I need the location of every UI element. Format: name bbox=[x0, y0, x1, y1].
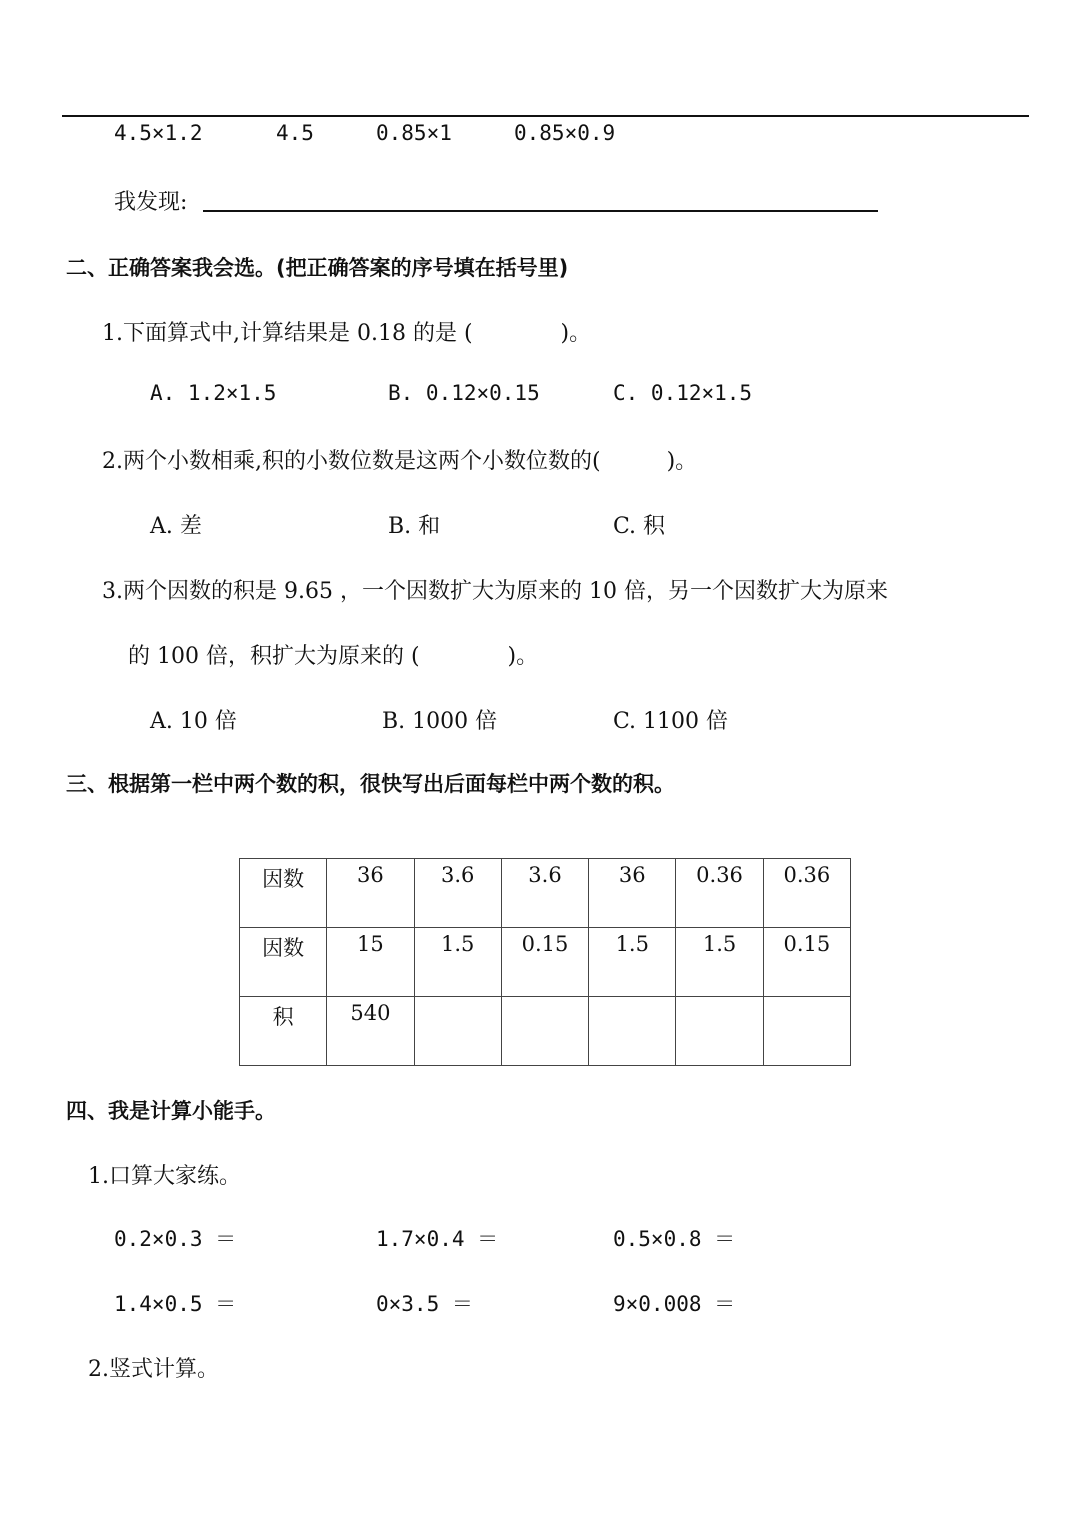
expr-item: 0.85×1 bbox=[376, 121, 452, 145]
table-cell bbox=[676, 997, 763, 1066]
header-rule bbox=[62, 115, 1029, 117]
table-cell: 36 bbox=[589, 859, 676, 928]
table-cell bbox=[501, 997, 588, 1066]
q1-option-a: A. 1.2×1.5 bbox=[150, 381, 277, 405]
expr-item: 4.5 bbox=[276, 121, 314, 145]
answer-blank-line bbox=[203, 210, 878, 212]
section2-title: 二、正确答案我会选。(把正确答案的序号填在括号里) bbox=[66, 256, 569, 280]
q2-option-a: A. 差 bbox=[150, 514, 202, 539]
table-cell: 3.6 bbox=[414, 859, 501, 928]
sub2-label: 2.竖式计算。 bbox=[88, 1357, 219, 1382]
calc-item: 1.4×0.5 ＝ bbox=[114, 1292, 237, 1316]
table-cell: 0.15 bbox=[763, 928, 850, 997]
table-row bbox=[240, 997, 851, 1066]
table-cell: 因数 bbox=[240, 928, 327, 997]
sub1-label: 1.口算大家练。 bbox=[88, 1164, 241, 1189]
calc-item: 1.7×0.4 ＝ bbox=[376, 1227, 499, 1251]
table-cell: 36 bbox=[327, 859, 414, 928]
calc-item: 0.5×0.8 ＝ bbox=[613, 1227, 736, 1251]
q1-prompt: 1.下面算式中,计算结果是 0.18 的是 ( )。 bbox=[102, 321, 592, 346]
table-cell: 1.5 bbox=[676, 928, 763, 997]
table-cell: 15 bbox=[327, 928, 414, 997]
calc-item: 9×0.008 ＝ bbox=[613, 1292, 736, 1316]
table-cell bbox=[414, 997, 501, 1066]
q3-prompt-line1: 3.两个因数的积是 9.65 ，一个因数扩大为原来的 10 倍，另一个因数扩大为原来 bbox=[102, 579, 888, 604]
discover-label: 我发现: bbox=[114, 190, 188, 215]
table-cell: 因数 bbox=[240, 859, 327, 928]
calc-item: 0×3.5 ＝ bbox=[376, 1292, 473, 1316]
q1-option-b: B. 0.12×0.15 bbox=[388, 381, 540, 405]
table-cell: 1.5 bbox=[589, 928, 676, 997]
section4-title: 四、我是计算小能手。 bbox=[66, 1099, 276, 1123]
q3-option-c: C. 1100 倍 bbox=[613, 709, 729, 734]
expr-item: 0.85×0.9 bbox=[514, 121, 616, 145]
q3-option-b: B. 1000 倍 bbox=[382, 709, 498, 734]
table-cell: 0.36 bbox=[676, 859, 763, 928]
q3-prompt-line2: 的 100 倍，积扩大为原来的 ( )。 bbox=[128, 644, 539, 669]
q1-option-c: C. 0.12×1.5 bbox=[613, 381, 753, 405]
section3-title: 三、根据第一栏中两个数的积，很快写出后面每栏中两个数的积。 bbox=[66, 772, 675, 796]
table-row bbox=[240, 928, 851, 997]
table-cell: 0.15 bbox=[501, 928, 588, 997]
q2-option-b: B. 和 bbox=[388, 514, 441, 539]
q2-option-c: C. 积 bbox=[613, 514, 666, 539]
q2-prompt: 2.两个小数相乘,积的小数位数是这两个小数位数的( )。 bbox=[102, 449, 698, 474]
table-cell: 积 bbox=[240, 997, 327, 1066]
calc-item: 0.2×0.3 ＝ bbox=[114, 1227, 237, 1251]
expr-item: 4.5×1.2 bbox=[114, 121, 203, 145]
table-cell: 0.36 bbox=[763, 859, 850, 928]
table-cell bbox=[763, 997, 850, 1066]
table-cell: 540 bbox=[327, 997, 414, 1066]
table-cell: 3.6 bbox=[501, 859, 588, 928]
q3-option-a: A. 10 倍 bbox=[150, 709, 237, 734]
table-cell: 1.5 bbox=[414, 928, 501, 997]
table-cell bbox=[589, 997, 676, 1066]
product-table bbox=[239, 858, 851, 1066]
table-row bbox=[240, 859, 851, 928]
